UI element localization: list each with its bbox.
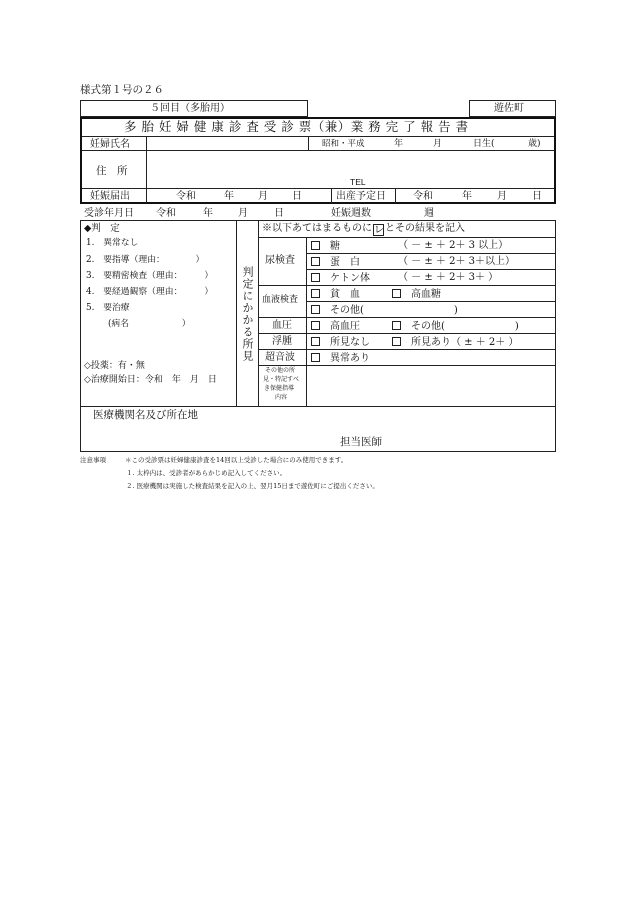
notif-era: 令和 — [176, 191, 196, 202]
form-number: 様式第１号の２６ — [80, 84, 164, 96]
weeks-unit: 週 — [424, 208, 434, 219]
other-findings-3: き保健指導 — [264, 385, 295, 392]
instruction: ※以下あてはまるものに レとその結果を記入 — [262, 223, 465, 236]
edema-present-checkbox[interactable] — [392, 337, 401, 346]
notes-line-3: ２. 医療機関は実施した検査結果を記入の上、翌月15日まで遊佐町にご提出ください。 — [126, 482, 379, 490]
protein-checkbox[interactable] — [311, 257, 320, 266]
notes-line-1: ＊この受診票は妊婦健康診査を14回以上受診した場合にのみ使用できます。 — [125, 456, 348, 464]
institution-label: 医療機関名及び所在地 — [93, 409, 198, 421]
due-era: 令和 — [413, 191, 433, 202]
doctor-label: 担当医師 — [340, 436, 382, 448]
town-name: 遊佐町 — [494, 103, 524, 114]
blood-anemia: 貧 血 — [311, 289, 360, 300]
urine-sugar: 糖 — [311, 241, 340, 252]
due-year: 年 — [462, 191, 472, 202]
blood-other: その他( ) — [311, 305, 458, 316]
urine-protein: 蛋 白 — [311, 257, 360, 268]
visit-day: 日 — [274, 208, 284, 219]
anemia-checkbox[interactable] — [311, 289, 320, 298]
form-title: 多 胎 妊 婦 健 康 診 査 受 診 票（兼）業 務 完 了 報 告 書 — [124, 119, 469, 134]
edema-label: 浮腫 — [272, 336, 292, 347]
visit-date-label: 受診年月日 — [84, 208, 134, 219]
bp-other: その他( ) — [392, 321, 519, 332]
ultrasound-checkbox[interactable] — [311, 353, 320, 362]
judgment-item-5: 5. 要治療 — [86, 303, 130, 313]
name-label: 妊婦氏名 — [90, 139, 130, 150]
disease-label: (病名 ） — [108, 319, 191, 329]
urine-protein-result: （ － ± ＋ 2＋ 3＋以上） — [398, 256, 515, 267]
address-label: 住 所 — [96, 165, 128, 177]
check-mark-box: レ — [374, 225, 384, 236]
birth-year-label: 年 — [394, 139, 404, 149]
treatment-start: ◇治療開始日：令和 年 月 日 — [84, 375, 217, 385]
visit-era: 令和 — [156, 208, 176, 219]
urine-label: 尿検査 — [265, 255, 295, 266]
findings-vertical-label: 判定にかかる所見 — [241, 266, 254, 362]
other-findings-4: 内容 — [275, 394, 288, 401]
other-findings-1: その他の所 — [265, 367, 296, 374]
edema-present: 所見あり（ ± ＋ 2＋ ） — [392, 337, 518, 348]
notification-label: 妊娠届出 — [90, 191, 130, 202]
medication: ◇投薬：有・無 — [84, 361, 145, 371]
ketone-checkbox[interactable] — [311, 273, 320, 282]
era-label: 昭和・平成 — [322, 139, 365, 149]
age-label: 歳) — [528, 139, 541, 149]
due-day: 日 — [532, 191, 542, 202]
gestational-weeks-label: 妊娠週数 — [331, 208, 371, 219]
notes-label: 注意事項 — [80, 456, 106, 464]
judgment-item-4: 4. 要経過観察（理由： ） — [86, 287, 214, 297]
blood-hyperglycemia: 高血糖 — [392, 289, 441, 300]
sugar-checkbox[interactable] — [311, 241, 320, 250]
judgment-item-1: 1. 異常なし — [86, 238, 139, 248]
bp-other-checkbox[interactable] — [392, 321, 401, 330]
tel-label: TEL — [350, 177, 366, 187]
visit-year: 年 — [203, 208, 213, 219]
birth-month-label: 月 — [433, 139, 443, 149]
judgment-item-2: 2. 要指導（理由： ） — [86, 255, 205, 265]
notif-year: 年 — [224, 191, 234, 202]
urine-ketone-result: （ － ± ＋ 2＋ 3＋ ） — [398, 272, 499, 283]
hyperglycemia-checkbox[interactable] — [392, 289, 401, 298]
notes-line-2: １. 太枠内は、受診者があらかじめ記入してください。 — [126, 469, 287, 477]
notif-month: 月 — [258, 191, 268, 202]
bp-label: 血圧 — [272, 320, 292, 331]
due-month: 月 — [497, 191, 507, 202]
visit-label: ５回目（多胎用） — [150, 103, 230, 114]
ultrasound-label: 超音波 — [265, 352, 295, 363]
ultrasound-abnormal: 異常あり — [311, 353, 370, 364]
due-date-label: 出産予定日 — [336, 191, 386, 202]
urine-ketone: ケトン体 — [311, 273, 370, 284]
judgment-item-3: 3. 要精密検査（理由： ） — [86, 271, 214, 281]
blood-label: 血液検査 — [262, 295, 299, 305]
edema-none-checkbox[interactable] — [311, 337, 320, 346]
birth-day-label: 日生( — [473, 139, 495, 149]
bp-high: 高血圧 — [311, 321, 360, 332]
edema-none: 所見なし — [311, 337, 370, 348]
notif-day: 日 — [292, 191, 302, 202]
visit-month: 月 — [238, 208, 248, 219]
other-findings-2: 見・特記すべ — [263, 376, 299, 383]
hypertension-checkbox[interactable] — [311, 321, 320, 330]
urine-sugar-result: （ － ± ＋ 2＋ 3 以上） — [398, 240, 509, 251]
blood-other-checkbox[interactable] — [311, 305, 320, 314]
judgment-header: ◆判 定 — [84, 223, 120, 234]
